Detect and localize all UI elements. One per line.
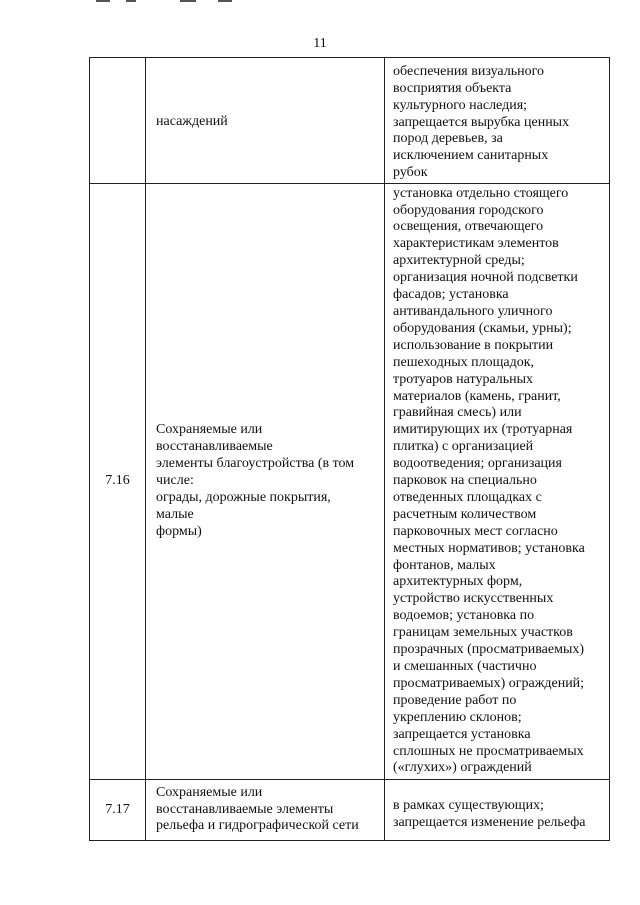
row-number-cell: 7.17 — [90, 780, 146, 841]
text-line: рельефа и гидрографической сети — [156, 818, 359, 834]
text-line: запрещается установка — [393, 726, 531, 742]
text-line: рубок — [393, 165, 428, 181]
text-line: отведенных площадках с — [393, 489, 542, 505]
text-line: культурного наследия; — [393, 97, 528, 113]
element-name-cell — [146, 184, 385, 780]
text-line: гравийная смесь) или — [393, 405, 522, 421]
text-line: малые — [156, 506, 194, 522]
text-line: архитектурной среды; — [393, 253, 525, 269]
text-line: водоемов; установка по — [393, 608, 535, 624]
requirements-cell — [385, 184, 610, 780]
element-name-cell — [146, 780, 385, 841]
text-line: архитектурных форм, — [393, 574, 523, 590]
text-line: восстанавливаемые — [156, 439, 273, 455]
text-line: («глухих») ограждений — [393, 760, 532, 776]
text-line: материалов (камень, гранит, — [393, 388, 561, 404]
text-line: и смешанных (частично — [393, 659, 537, 675]
text-line: элементы благоустройства (в том — [156, 456, 355, 472]
text-line: оборудования городского — [393, 202, 544, 218]
text-line: плитка) с организацией — [393, 439, 534, 455]
text-line: Сохраняемые или — [156, 422, 263, 438]
text-line: границам земельных участков — [393, 625, 573, 641]
scan-mark — [180, 0, 196, 2]
text-line: запрещается изменение рельефа — [393, 815, 586, 830]
text-line: местных нормативов; установка — [393, 540, 585, 556]
text-line: формы) — [156, 523, 202, 539]
text-line: водоотведения; организация — [393, 456, 562, 472]
text-line: просматриваемых) ограждений; — [393, 675, 585, 691]
text-line: числе: — [156, 473, 194, 489]
text-line: имитирующих их (тротуарная — [393, 422, 573, 438]
requirements-cell — [385, 780, 610, 841]
text-line: в рамках существующих; — [393, 798, 544, 814]
text-line: устройство искусственных — [393, 591, 554, 607]
row-number-cell — [90, 58, 146, 184]
scan-mark — [218, 0, 232, 2]
text-line: ограды, дорожные покрытия, — [156, 489, 331, 505]
text-line: фонтанов, малых — [393, 557, 496, 573]
text-line: парковочных мест согласно — [393, 523, 558, 539]
text-line: расчетным количеством — [393, 506, 537, 522]
text-line: проведение работ по — [393, 692, 517, 708]
text-line: пешеходных площадок, — [393, 354, 534, 370]
text-line: характеристикам элементов — [393, 236, 559, 252]
scan-top-marks — [96, 0, 236, 4]
text-line: фасадов; установка — [393, 287, 509, 303]
text-line: антивандального уличного — [393, 303, 553, 319]
element-name-cell — [146, 58, 385, 184]
text-line: прозрачных (просматриваемых) — [393, 642, 585, 658]
text-line: освещения, отвечающего — [393, 219, 544, 235]
text-line: пород деревьев, за — [393, 131, 503, 147]
requirements-cell — [385, 58, 610, 184]
scan-mark — [126, 0, 136, 2]
table-row — [90, 780, 610, 841]
text-line: запрещается вырубка ценных — [393, 114, 570, 130]
row-number-cell: 7.16 — [90, 184, 146, 780]
text-line: сплошных не просматриваемых — [393, 743, 584, 759]
text-line: укреплению склонов; — [393, 709, 522, 725]
text-line: насаждений — [156, 113, 228, 129]
text-line: организация ночной подсветки — [393, 270, 578, 286]
table-body — [90, 58, 610, 841]
scan-mark — [96, 0, 110, 2]
text-line: тротуаров натуральных — [393, 371, 534, 387]
table-row — [90, 58, 610, 184]
text-line: исключением санитарных — [393, 148, 549, 164]
page-number: 11 — [313, 36, 327, 51]
text-line: парковок на специально — [393, 473, 537, 489]
text-line: использование в покрытии — [393, 337, 554, 353]
regulations-table — [89, 57, 610, 841]
table-row — [90, 184, 610, 780]
text-line: установка отдельно стоящего — [393, 185, 569, 201]
text-line: Сохраняемые или — [156, 784, 263, 800]
text-line: восстанавливаемые элементы — [156, 801, 334, 817]
text-line: оборудования (скамьи, урны); — [393, 320, 572, 336]
text-line: восприятия объекта — [393, 80, 512, 96]
text-line: обеспечения визуального — [393, 63, 544, 79]
